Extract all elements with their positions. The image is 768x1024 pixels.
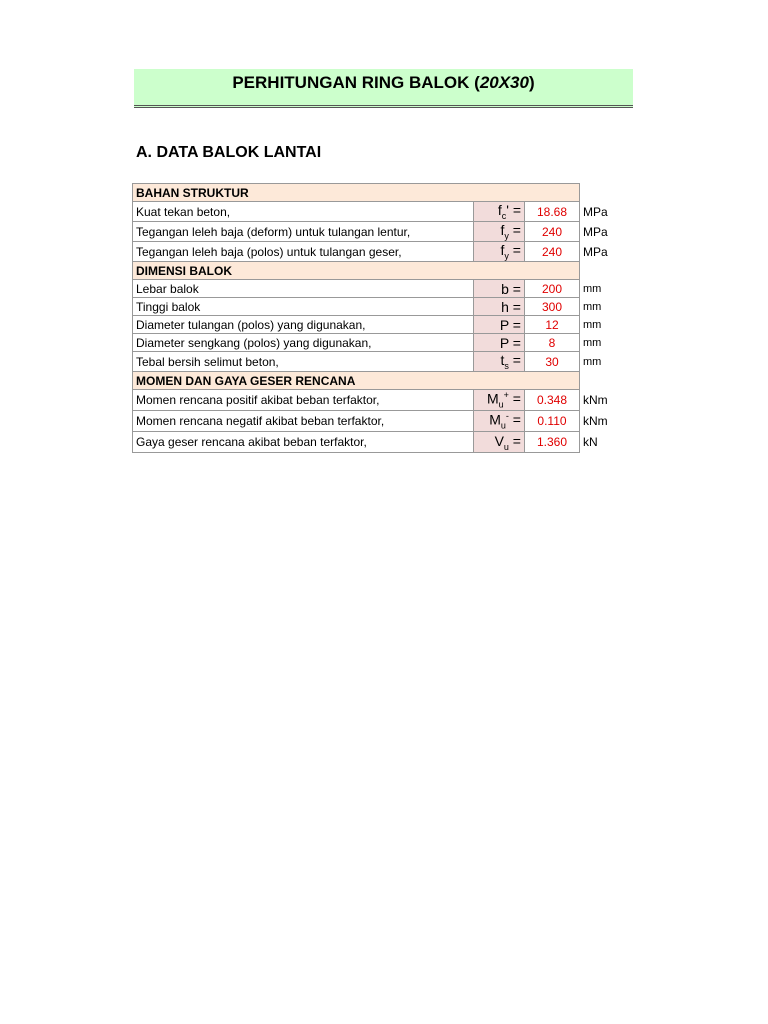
group-label: MOMEN DAN GAYA GESER RENCANA [133, 372, 580, 390]
row-symbol: $f_y$ = [474, 242, 525, 262]
row-symbol: $V_u$ = [474, 432, 525, 453]
table-row [133, 202, 632, 222]
row-value[interactable]: 0.110 [525, 411, 580, 432]
row-symbol: $M_u^-$ = [474, 411, 525, 432]
table-row [133, 242, 632, 262]
row-description: Gaya geser rencana akibat beban terfaktor, [133, 432, 474, 453]
page-title [134, 69, 633, 108]
group-label: BAHAN STRUKTUR [133, 184, 580, 202]
row-description: Lebar balok [133, 280, 474, 298]
row-description: Tegangan leleh baja (polos) untuk tulangan geser, [133, 242, 474, 262]
row-value[interactable]: 8 [525, 334, 580, 352]
row-description: Tinggi balok [133, 298, 474, 316]
table-row [133, 334, 632, 352]
row-description: Diameter tulangan (polos) yang digunakan, [133, 316, 474, 334]
row-value[interactable]: 300 [525, 298, 580, 316]
row-symbol: $f_y$ = [474, 222, 525, 242]
row-unit: mm [583, 318, 602, 331]
row-unit: MPa [583, 244, 608, 259]
row-unit: mm [583, 355, 602, 368]
section-heading: A. DATA BALOK LANTAI [136, 144, 322, 161]
row-value[interactable]: 1.360 [525, 432, 580, 453]
row-unit: kNm [583, 414, 608, 428]
data-table [132, 183, 632, 453]
row-value[interactable]: 200 [525, 280, 580, 298]
table-row [133, 352, 632, 372]
row-symbol: $t_s$ = [474, 352, 525, 372]
row-value[interactable]: 30 [525, 352, 580, 372]
row-unit: mm [583, 282, 602, 295]
row-description: Kuat tekan beton, [133, 202, 474, 222]
title-paren-close: ) [528, 73, 535, 92]
table-row [133, 390, 632, 411]
row-unit: mm [583, 300, 602, 313]
row-description: Diameter sengkang (polos) yang digunakan, [133, 334, 474, 352]
row-unit: MPa [583, 224, 608, 239]
row-unit: kNm [583, 393, 608, 407]
row-unit: mm [583, 336, 602, 349]
row-value[interactable]: 240 [525, 222, 580, 242]
row-unit: kN [583, 435, 598, 449]
row-symbol: $M_u^+$ = [474, 390, 525, 411]
title-paren-open: ( [474, 73, 480, 92]
group-header-dimensi [133, 262, 632, 280]
row-symbol: $f_c'$ = [474, 202, 525, 222]
row-description: Tebal bersih selimut beton, [133, 352, 474, 372]
row-description: Momen rencana positif akibat beban terfaktor, [133, 390, 474, 411]
table-row [133, 222, 632, 242]
row-unit: MPa [583, 204, 608, 219]
row-description: Tegangan leleh baja (deform) untuk tulangan lentur, [133, 222, 474, 242]
row-value[interactable]: 12 [525, 316, 580, 334]
table-row [133, 316, 632, 334]
title-main: PERHITUNGAN RING BALOK [232, 73, 470, 92]
row-symbol: P = [474, 316, 525, 334]
row-symbol: h = [474, 298, 525, 316]
row-value[interactable]: 240 [525, 242, 580, 262]
title-code: 20X30 [479, 73, 529, 92]
table-row [133, 411, 632, 432]
table-row [133, 280, 632, 298]
table-row [133, 432, 632, 453]
row-value[interactable]: 0.348 [525, 390, 580, 411]
row-value[interactable]: 18.68 [525, 202, 580, 222]
group-header-bahan [133, 184, 632, 202]
row-symbol: b = [474, 280, 525, 298]
group-label: DIMENSI BALOK [133, 262, 580, 280]
group-header-momen [133, 372, 632, 390]
row-description: Momen rencana negatif akibat beban terfaktor, [133, 411, 474, 432]
table-row [133, 298, 632, 316]
row-symbol: P = [474, 334, 525, 352]
